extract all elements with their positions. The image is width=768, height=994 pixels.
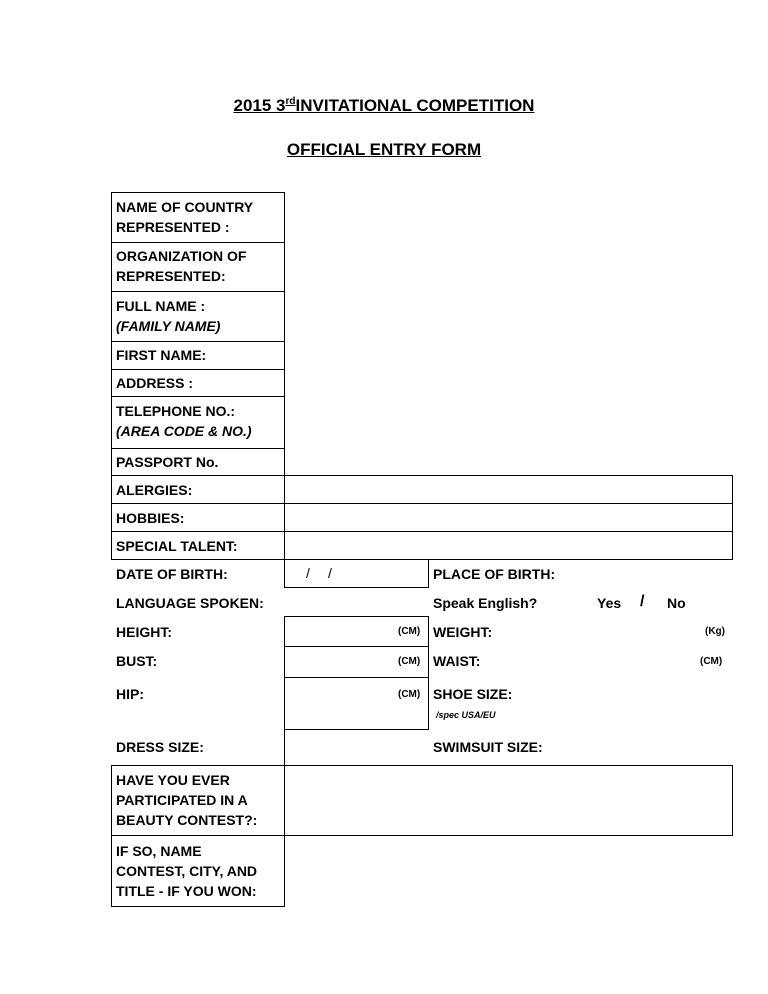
- dob-separator-1: /: [306, 565, 310, 581]
- passport-label: PASSPORT No.: [116, 454, 219, 470]
- yes-no-slash: /: [640, 593, 645, 610]
- title-superscript: rd: [285, 96, 296, 107]
- dob-separator-2: /: [328, 565, 332, 581]
- bust-unit: (CM): [398, 656, 421, 667]
- hip-value-cell[interactable]: [284, 677, 429, 730]
- contest-divider: [284, 765, 285, 836]
- dob-label: DATE OF BIRTH:: [116, 566, 228, 582]
- form-title: 2015 3rdINVITATIONAL COMPETITION: [233, 96, 535, 115]
- yes-option[interactable]: Yes: [597, 595, 622, 611]
- telephone-label: TELEPHONE NO.: (AREA CODE & NO.): [116, 403, 252, 439]
- dress-size-label: DRESS SIZE:: [116, 739, 204, 755]
- organization-label: ORGANIZATION OF REPRESENTED:: [116, 248, 247, 284]
- talent-label: SPECIAL TALENT:: [116, 538, 238, 554]
- address-label: ADDRESS :: [116, 375, 194, 391]
- hip-unit: (CM): [398, 689, 421, 700]
- swimsuit-size-label: SWIMSUIT SIZE:: [433, 739, 543, 755]
- allergies-label: ALERGIES:: [116, 482, 193, 498]
- hip-label: HIP:: [116, 686, 144, 702]
- place-of-birth-label: PLACE OF BIRTH:: [433, 566, 556, 582]
- shoe-size-note: /spec USA/EU: [436, 710, 496, 720]
- waist-label: WAIST:: [433, 653, 481, 669]
- shoe-size-label: SHOE SIZE:: [433, 686, 513, 702]
- rows-divider: [284, 475, 285, 560]
- if-so-label: IF SO, NAME CONTEST, CITY, AND TITLE - IF YOU WON:: [116, 843, 258, 899]
- country-label: NAME OF COUNTRY REPRESENTED :: [116, 199, 254, 235]
- height-unit: (CM): [398, 626, 421, 637]
- weight-label: WEIGHT:: [433, 624, 493, 640]
- language-label: LANGUAGE SPOKEN:: [116, 595, 264, 611]
- weight-unit: (Kg): [705, 626, 725, 637]
- contest-label: HAVE YOU EVER PARTICIPATED IN A BEAUTY CONTEST?:: [116, 772, 258, 828]
- speak-english-label: Speak English?: [433, 595, 538, 611]
- first-name-label: FIRST NAME:: [116, 347, 207, 363]
- waist-unit: (CM): [700, 656, 723, 667]
- hobbies-label: HOBBIES:: [116, 510, 185, 526]
- bust-label: BUST:: [116, 653, 158, 669]
- full-name-label: FULL NAME : (FAMILY NAME): [116, 298, 221, 334]
- hobbies-row: [111, 503, 733, 532]
- form-subtitle: OFFICIAL ENTRY FORM: [286, 140, 482, 159]
- no-option[interactable]: No: [667, 595, 686, 611]
- dress-size-divider: [284, 729, 285, 766]
- allergies-row: [111, 475, 733, 504]
- height-label: HEIGHT:: [116, 624, 172, 640]
